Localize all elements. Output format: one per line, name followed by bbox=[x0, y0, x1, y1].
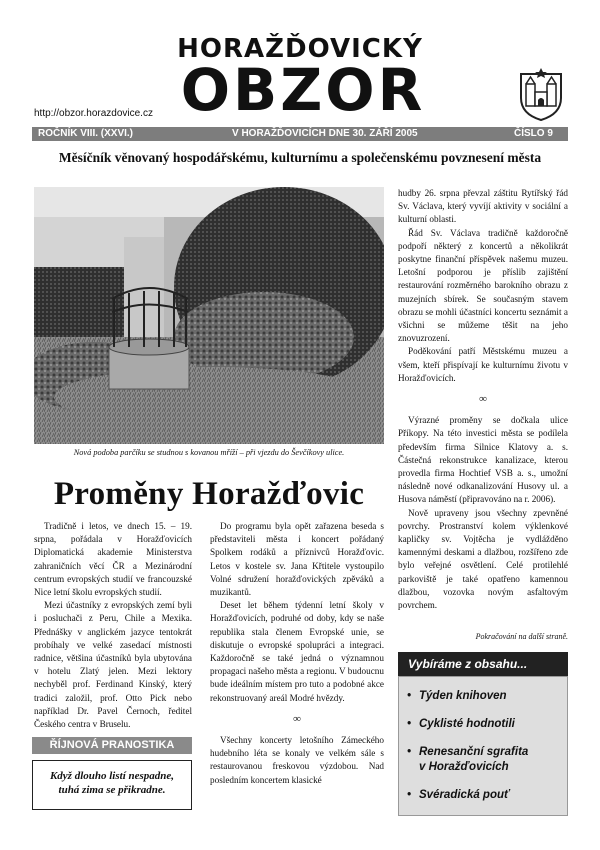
toc-item-library-week[interactable]: • Týden knihoven bbox=[407, 690, 507, 702]
pranostika-title: ŘÍJNOVÁ PRANOSTIKA bbox=[32, 737, 192, 754]
paragraph: hudby 26. srpna převzal záštitu Rytířský řád Sv. Václava, který vyvíjí aktivity v sociální a kulturní oblasti. bbox=[398, 188, 568, 225]
volume-label: ROČNÍK VIII. (XXVI.) bbox=[38, 128, 134, 139]
article-column-1 bbox=[34, 520, 192, 731]
website-url[interactable]: http://obzor.horazdovice.cz bbox=[34, 108, 153, 119]
pranostika-box bbox=[32, 760, 192, 810]
paragraph: Poděkování patří Městskému muzeu a všem, kteří přispívají ke kulturnímu životu v Horažďovicích. bbox=[398, 346, 568, 383]
pranostika-line: tuhá zima se přikradne. bbox=[58, 784, 166, 796]
article-headline: Proměny Horažďovic bbox=[53, 476, 365, 512]
toc-item-sgraffito[interactable]: • Renesanční sgrafita bbox=[407, 746, 529, 758]
photo-caption: Nová podoba parčíku se studnou s kovanou mříží – při vjezdu do Ševčíkovy ulice. bbox=[73, 448, 345, 457]
paragraph: Tradičně i letos, ve dnech 15. – 19. srpna, pořádala v Horažďovicích Diplomatická akademie Ministerstva zahraničních věcí ČR a Mezinárodní centrum evropských studií ve francouzské Nice letní školu evropských studií. bbox=[34, 521, 192, 598]
ornament-divider: ∞ bbox=[293, 712, 301, 725]
park-well-photo bbox=[34, 187, 384, 444]
toc-item-sgraffito-line2[interactable]: v Horažďovicích bbox=[419, 761, 509, 773]
newspaper-subtitle: Měsíčník věnovaný hospodářskému, kulturnímu a společenskému povznesení města bbox=[58, 150, 542, 165]
paragraph: Do programu byla opět zařazena beseda s představiteli města i koncert pořádaný Spolkem rodáků a příznivců Horažďovic. Letos v kostele sv. Jana Křtitele vystoupilo Volné sdružení horažďovických zpěváků a muzikantů. bbox=[210, 521, 384, 598]
paragraph: Mezi účastníky z evropských zemí byli i posluchači z Peru, Chile a Mexika. Přednášky v anglickém jazyce tentokrát probíhaly ve velké zasedací místnosti radnice, většina účastníků byla ubytována v hotelu Zlatý jelen. Mezi lektory nechyběl prof. Ferdinand Kinský, který tradici založil, prof. Otto Pick nebo například Dr. Pavel Černoch, ředitel Českého centra v Bruselu. bbox=[34, 600, 192, 730]
paragraph: Deset let během týdenní letní školy v Horažďovicích, podruhé od doby, kdy se naše republika stala členem Evropské unie, se diskutuje o evropské spolupráci a integraci. Každoročně se také jedná o významnou propagaci našeho města a regionu. V budoucnu bude ideálním místem pro tuto a podobné akce rekonstruovaný areál Modré hvězdy. bbox=[210, 600, 384, 703]
article-column-3 bbox=[398, 187, 568, 612]
issue-date: V HORAŽĎOVICÍCH DNE 30. ZÁŘÍ 2005 bbox=[232, 128, 418, 139]
paragraph: Výrazné proměny se dočkala ulice Příkopy. Na této investici města se podílela především firma Silnice Klatovy a. s. Částečná rekonstrukce kanalizace, kterou provedla firma Hochtief VSB a. s., umožní následně nové odkanalizování Husovy ul. a Husova náměstí (připravováno na r. 2006). bbox=[398, 415, 568, 505]
toc-title: Vybíráme z obsahu... bbox=[398, 652, 568, 676]
pranostika-line: Když dlouho listí nespadne, bbox=[49, 770, 175, 782]
issue-info-bar bbox=[32, 127, 568, 141]
issue-number: ČÍSLO 9 bbox=[514, 128, 553, 139]
toc-item-pilgrimage[interactable]: • Svéradická pouť bbox=[407, 789, 510, 801]
article-column-2 bbox=[210, 520, 384, 787]
town-crest-icon bbox=[518, 64, 564, 122]
toc-box bbox=[398, 676, 568, 816]
paragraph: Nově upraveny jsou všechny zpevněné povrchy. Prostranství kolem výklenkové kapličky sv. Vojtěcha je vydlážděno kamennými deskami a dlažbou, rozšířeno zde bylo veřejné osvětlení. Celé protilehlé parkoviště je také opatřeno kamennou dlažbou, vozovka novým asfaltovým povrchem. bbox=[398, 507, 568, 611]
ornament-divider: ∞ bbox=[479, 393, 487, 406]
masthead-title-main: OBZOR bbox=[180, 56, 426, 124]
masthead-title-top: HORAŽĎOVICKÝ bbox=[177, 34, 423, 64]
paragraph: Řád Sv. Václava tradičně každoročně podpoří některý z koncertů a několikrát poskytne finanční příspěvek našemu muzeu. Letošní podporou je příslib zajištění restaurování rozměrného barokního obrazu z muzejních sbírek. Se současným stavem obrazu se mohli účastníci koncertu seznámit a všichni se můžeme těšit na jeho znovuzrození. bbox=[398, 227, 568, 344]
paragraph: Všechny koncerty letošního Zámeckého hudebního léta se konaly ve velkém sále s restaurovanou freskovou výzdobou. Nad posledním koncertem klasické bbox=[210, 735, 384, 785]
continued-note: Pokračování na další straně. bbox=[475, 632, 568, 641]
toc-item-cyclists[interactable]: • Cyklisté hodnotili bbox=[407, 718, 515, 730]
